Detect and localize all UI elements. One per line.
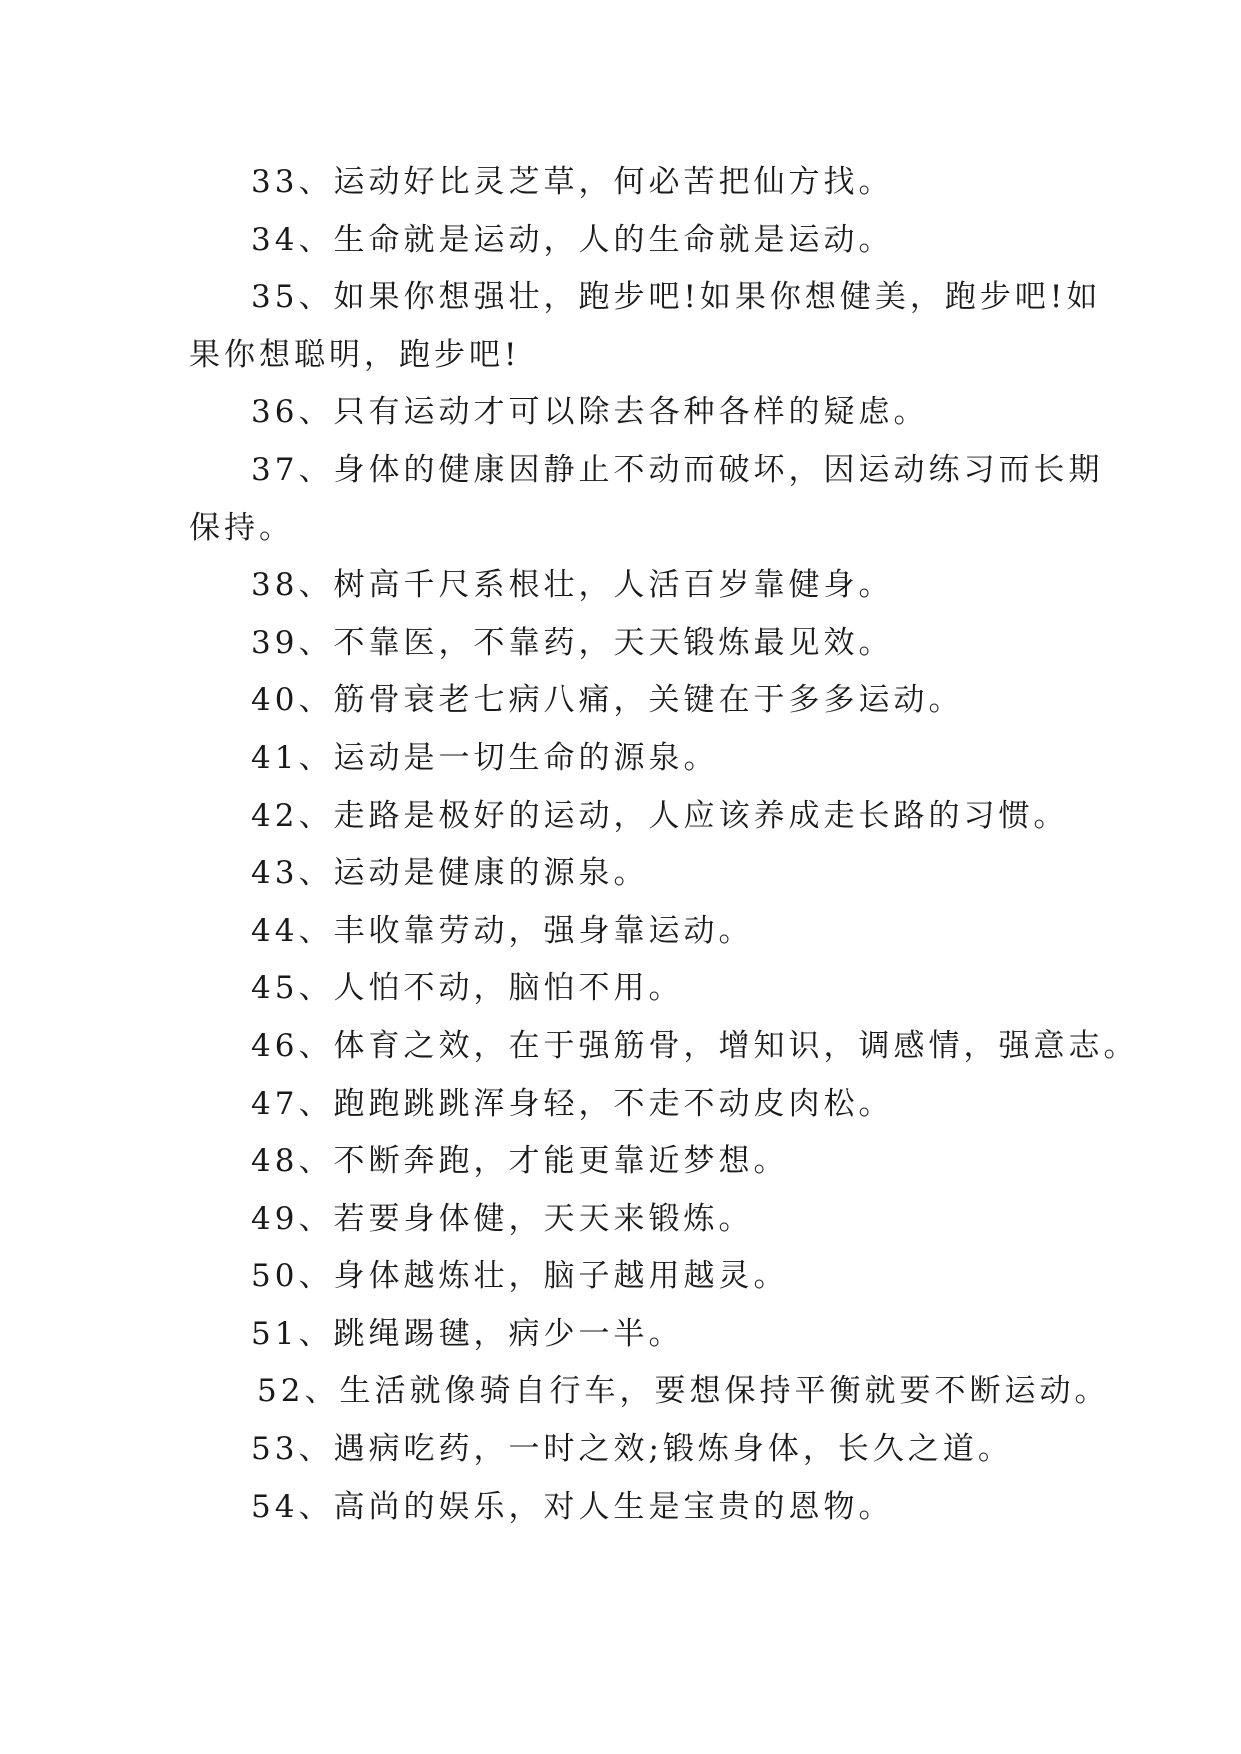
quote-37-line-1: 37、身体的健康因静止不动而破坏，因运动练习而长期 <box>251 451 1104 488</box>
quote-53: 53、遇病吃药，一时之效;锻炼身体，长久之道。 <box>251 1431 1013 1468</box>
quote-51: 51、跳绳踢毽，病少一半。 <box>251 1315 684 1352</box>
quote-list <box>189 154 1139 1536</box>
quote-34: 34、生命就是运动，人的生命就是运动。 <box>251 221 894 258</box>
quote-44: 44、丰收靠劳动，强身靠运动。 <box>251 912 754 949</box>
quote-54: 54、高尚的娱乐，对人生是宝贵的恩物。 <box>251 1488 894 1525</box>
quote-40: 40、筋骨衰老七病八痛，关键在于多多运动。 <box>251 682 964 719</box>
quote-48: 48、不断奔跑，才能更靠近梦想。 <box>251 1143 789 1180</box>
quote-35-line-2: 果你想聪明，跑步吧! <box>189 336 521 373</box>
quote-38: 38、树高千尺系根壮，人活百岁靠健身。 <box>251 567 894 604</box>
quote-52: 52、生活就像骑自行车，要想保持平衡就要不断运动。 <box>257 1373 1110 1410</box>
quote-42: 42、走路是极好的运动，人应该养成走长路的习惯。 <box>251 797 1069 834</box>
quote-45: 45、人怕不动，脑怕不用。 <box>251 970 684 1007</box>
quote-36: 36、只有运动才可以除去各种各样的疑虑。 <box>251 394 929 431</box>
quote-39: 39、不靠医，不靠药，天天锻炼最见效。 <box>251 624 894 661</box>
quote-33: 33、运动好比灵芝草，何必苦把仙方找。 <box>251 164 894 200</box>
quote-37-line-2: 保持。 <box>189 509 294 546</box>
quote-50: 50、身体越炼壮，脑子越用越灵。 <box>251 1258 789 1295</box>
quote-46: 46、体育之效，在于强筋骨，增知识，调感情，强意志。 <box>251 1027 1139 1064</box>
quote-49: 49、若要身体健，天天来锻炼。 <box>251 1200 754 1237</box>
quote-35-line-1: 35、如果你想强壮，跑步吧!如果你想健美，跑步吧!如 <box>251 279 1102 316</box>
quote-41: 41、运动是一切生命的源泉。 <box>251 739 719 776</box>
quote-43: 43、运动是健康的源泉。 <box>251 855 649 892</box>
quote-47: 47、跑跑跳跳浑身轻，不走不动皮肉松。 <box>251 1085 894 1122</box>
